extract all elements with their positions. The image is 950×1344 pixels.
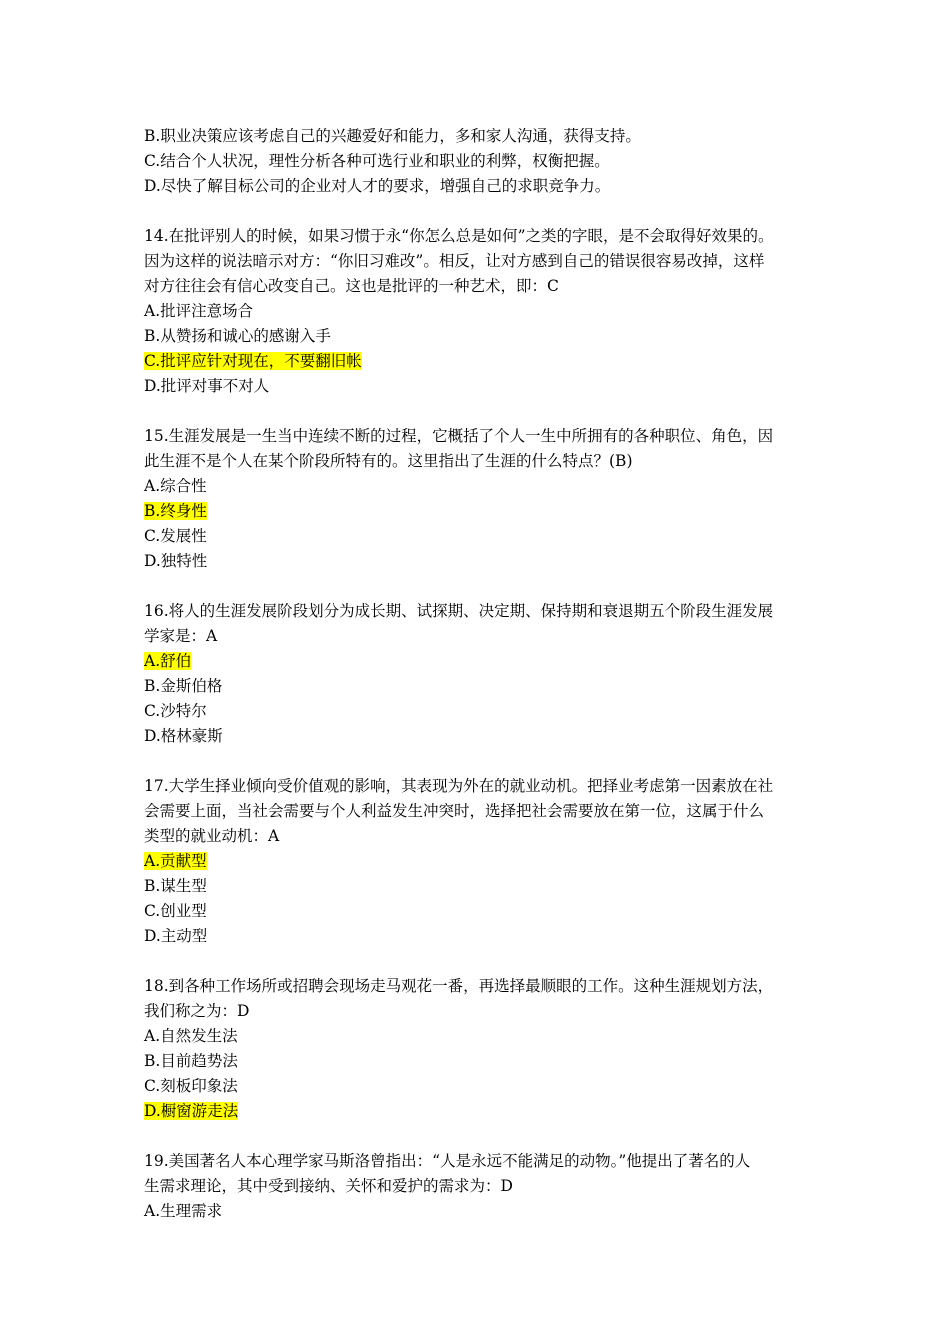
answer-option [144, 174, 824, 199]
question-block-q16 [144, 599, 824, 749]
answer-option [144, 924, 824, 949]
answer-option [144, 899, 824, 924]
answer-option-text: D.批评对事不对人 [144, 377, 270, 395]
question-text-line: 此生涯不是个人在某个阶段所特有的。这里指出了生涯的什么特点？(B) [144, 452, 633, 470]
answer-option [144, 724, 824, 749]
answer-option-text: B.金斯伯格 [144, 677, 223, 695]
highlighted-answer-text: D.橱窗游走法 [144, 1102, 239, 1120]
document-page [144, 124, 824, 1224]
answer-option-text: A.生理需求 [144, 1202, 223, 1220]
question-block-q14 [144, 224, 824, 399]
paragraph-gap [144, 399, 824, 424]
answer-option [144, 499, 824, 524]
question-block-q17 [144, 774, 824, 949]
answer-option [144, 299, 824, 324]
highlighted-answer-text: A.舒伯 [144, 652, 192, 670]
question-block-q19 [144, 1149, 824, 1224]
answer-option [144, 349, 824, 374]
answer-option [144, 674, 824, 699]
answer-option [144, 124, 824, 149]
answer-option-text: B.从赞扬和诚心的感谢入手 [144, 327, 331, 345]
answer-option-text: D.尽快了解目标公司的企业对人才的要求，增强自己的求职竞争力。 [144, 177, 611, 195]
answer-option-text: C.沙特尔 [144, 702, 207, 720]
answer-option-text: C.刻板印象法 [144, 1077, 238, 1095]
question-text-line: 17.大学生择业倾向受价值观的影响，其表现为外在的就业动机。把择业考虑第一因素放在社 [144, 777, 774, 795]
answer-option [144, 149, 824, 174]
question-text-line: 学家是：A [144, 627, 218, 645]
answer-option [144, 474, 824, 499]
answer-option [144, 874, 824, 899]
question-text-line: 类型的就业动机：A [144, 827, 280, 845]
question-text-line: 对方往往会有信心改变自己。这也是批评的一种艺术，即：C [144, 277, 559, 295]
paragraph-gap [144, 199, 824, 224]
answer-option [144, 1024, 824, 1049]
answer-option [144, 849, 824, 874]
question-text-line: 会需要上面，当社会需要与个人利益发生冲突时，选择把社会需要放在第一位，这属于什么 [144, 802, 765, 820]
highlighted-answer-text: C.批评应针对现在，不要翻旧帐 [144, 352, 362, 370]
question-text-line: 14.在批评别人的时候，如果习惯于永“你怎么总是如何”之类的字眼，是不会取得好效果的。 [144, 227, 774, 245]
question-text-line: 16.将人的生涯发展阶段划分为成长期、试探期、决定期、保持期和衰退期五个阶段生涯发展 [144, 602, 774, 620]
answer-option [144, 1074, 824, 1099]
answer-option [144, 1049, 824, 1074]
highlighted-answer-text: A.贡献型 [144, 852, 207, 870]
answer-option [144, 699, 824, 724]
answer-option-text: C.发展性 [144, 527, 207, 545]
question-text-line: 18.到各种工作场所或招聘会现场走马观花一番，再选择最顺眼的工作。这种生涯规划方法， [144, 977, 774, 995]
question-text-line: 因为这样的说法暗示对方：“你旧习难改”。相反，让对方感到自己的错误很容易改掉，这样 [144, 252, 765, 270]
answer-option-text: B.职业决策应该考虑自己的兴趣爱好和能力，多和家人沟通，获得支持。 [144, 127, 641, 145]
answer-option [144, 649, 824, 674]
highlighted-answer-text: B.终身性 [144, 502, 207, 520]
question-text-line: 我们称之为：D [144, 1002, 250, 1020]
answer-option [144, 524, 824, 549]
answer-option [144, 1099, 824, 1124]
answer-option [144, 324, 824, 349]
paragraph-gap [144, 949, 824, 974]
answer-option-text: A.自然发生法 [144, 1027, 238, 1045]
answer-option-text: D.主动型 [144, 927, 208, 945]
question-text-line: 19.美国著名人本心理学家马斯洛曾指出：“人是永远不能满足的动物。”他提出了著名的人 [144, 1152, 751, 1170]
answer-option-text: B.谋生型 [144, 877, 207, 895]
question-block-q13-tail [144, 124, 824, 199]
question-text-line: 生需求理论，其中受到接纳、关怀和爱护的需求为：D [144, 1177, 513, 1195]
answer-option [144, 1199, 824, 1224]
paragraph-gap [144, 574, 824, 599]
answer-option-text: C.创业型 [144, 902, 207, 920]
answer-option [144, 549, 824, 574]
paragraph-gap [144, 1124, 824, 1149]
answer-option-text: A.批评注意场合 [144, 302, 254, 320]
answer-option-text: A.综合性 [144, 477, 207, 495]
paragraph-gap [144, 749, 824, 774]
question-text-line: 15.生涯发展是一生当中连续不断的过程，它概括了个人一生中所拥有的各种职位、角色，因 [144, 427, 774, 445]
answer-option-text: D.独特性 [144, 552, 208, 570]
question-block-q15 [144, 424, 824, 574]
answer-option-text: B.目前趋势法 [144, 1052, 238, 1070]
answer-option [144, 374, 824, 399]
question-block-q18 [144, 974, 824, 1124]
answer-option-text: D.格林豪斯 [144, 727, 223, 745]
answer-option-text: C.结合个人状况，理性分析各种可选行业和职业的利弊，权衡把握。 [144, 152, 610, 170]
